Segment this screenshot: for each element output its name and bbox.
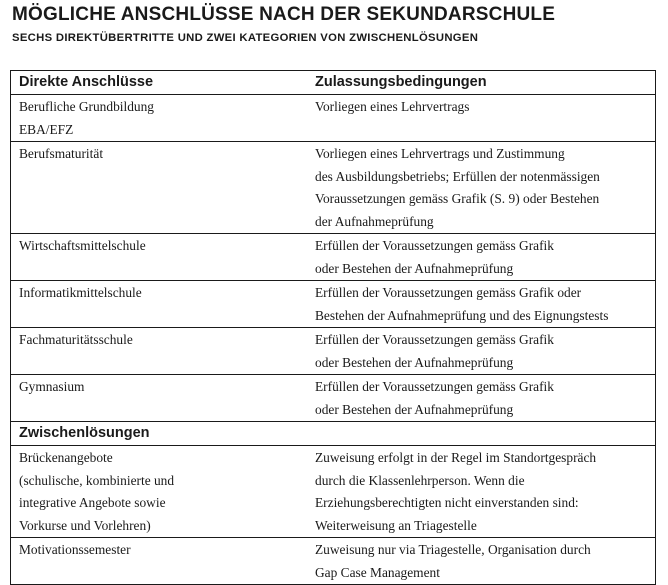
header-interim-solutions: Zwischenlösungen <box>19 425 150 441</box>
cell-text-line: oder Bestehen der Aufnahmeprüfung <box>315 260 514 276</box>
row-requirement-cell <box>307 142 655 233</box>
table-row <box>11 280 655 327</box>
cell-text-line: Wirtschaftsmittelschule <box>19 238 146 253</box>
row-requirement-cell <box>307 234 655 280</box>
cell-text-line: Gap Case Management <box>315 564 440 580</box>
interim-header-row <box>11 421 655 445</box>
cell-text-line: oder Bestehen der Aufnahmeprüfung <box>315 354 514 370</box>
page-title: MÖGLICHE ANSCHLÜSSE NACH DER SEKUNDARSCHULE <box>12 4 556 25</box>
cell-text-line: Zuweisung nur via Triagestelle, Organisation durch <box>315 542 591 557</box>
interim-rows-group <box>11 445 655 584</box>
table-row <box>11 94 655 141</box>
cell-text-line: Erziehungsberechtigten nicht einverstanden sind: <box>315 495 579 510</box>
page-subtitle: SECHS DIREKTÜBERTRITTE UND ZWEI KATEGORIEN VON ZWISCHENLÖSUNGEN <box>12 32 479 44</box>
row-name-cell <box>11 375 307 421</box>
cell-text-line: Vorliegen eines Lehrvertrags <box>315 99 470 114</box>
cell-text-line: Erfüllen der Voraussetzungen gemäss Grafik <box>315 238 554 253</box>
cell-text-line: durch die Klassenlehrperson. Wenn die <box>315 472 525 488</box>
row-requirement-cell <box>307 95 655 141</box>
row-name-cell <box>11 95 307 141</box>
cell-text-line: Weiterweisung an Triagestelle <box>315 517 477 533</box>
cell-text-line: oder Bestehen der Aufnahmeprüfung <box>315 401 514 417</box>
admission-table <box>10 70 656 585</box>
row-name-cell <box>11 446 307 537</box>
table-row <box>11 141 655 233</box>
cell-text-line: Fachmaturitätsschule <box>19 332 133 347</box>
cell-text-line: (schulische, kombinierte und <box>19 472 175 488</box>
cell-text-line: Erfüllen der Voraussetzungen gemäss Grafik oder <box>315 285 582 300</box>
row-requirement-cell <box>307 328 655 374</box>
cell-text-line: Vorliegen eines Lehrvertrags und Zustimmung <box>315 146 565 161</box>
row-name-cell <box>11 234 307 280</box>
cell-text-line: Voraussetzungen gemäss Grafik (S. 9) oder Bestehen <box>315 191 600 206</box>
table-row <box>11 537 655 584</box>
row-name-cell <box>11 281 307 327</box>
table-row <box>11 233 655 280</box>
table-row <box>11 327 655 374</box>
cell-text-line: Gymnasium <box>19 379 85 394</box>
cell-text-line: Zuweisung erfolgt in der Regel im Standortgespräch <box>315 450 597 465</box>
table-row <box>11 374 655 421</box>
cell-text-line: der Aufnahmeprüfung <box>315 213 434 229</box>
cell-text-line: des Ausbildungsbetriebs; Erfüllen der notenmässigen <box>315 168 600 184</box>
row-name-cell <box>11 538 307 584</box>
row-requirement-cell <box>307 538 655 584</box>
cell-text-line: Erfüllen der Voraussetzungen gemäss Grafik <box>315 379 554 394</box>
table-header-row <box>11 71 655 94</box>
cell-text-line: integrative Angebote sowie <box>19 495 166 510</box>
header-admission-requirements: Zulassungsbedingungen <box>315 74 487 90</box>
header-interim-empty <box>307 422 655 445</box>
cell-text-line: Vorkurse und Vorlehren) <box>19 517 151 533</box>
cell-text-line: Berufsmaturität <box>19 146 104 161</box>
table-row <box>11 445 655 537</box>
direct-rows-group <box>11 94 655 421</box>
row-name-cell <box>11 142 307 233</box>
row-requirement-cell <box>307 446 655 537</box>
cell-text-line: Berufliche Grundbildung <box>19 99 154 114</box>
header-direct-connections: Direkte Anschlüsse <box>19 74 154 90</box>
cell-text-line: Brückenangebote <box>19 450 113 465</box>
cell-text-line: Motivationssemester <box>19 542 131 557</box>
row-requirement-cell <box>307 375 655 421</box>
row-name-cell <box>11 328 307 374</box>
cell-text-line: Informatikmittelschule <box>19 285 142 300</box>
cell-text-line: Bestehen der Aufnahmeprüfung und des Eignungstests <box>315 307 609 323</box>
cell-text-line: EBA/EFZ <box>19 121 74 137</box>
cell-text-line: Erfüllen der Voraussetzungen gemäss Grafik <box>315 332 554 347</box>
row-requirement-cell <box>307 281 655 327</box>
